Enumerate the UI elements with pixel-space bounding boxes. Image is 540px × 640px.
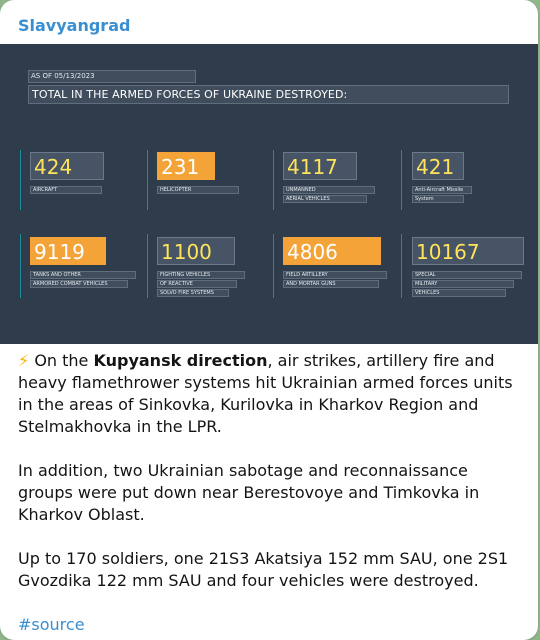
stat-label: HELICOPTER: [157, 186, 239, 194]
stat-label: UNMANNED: [283, 186, 375, 194]
as-of-date: AS OF 05/13/2023: [28, 70, 196, 83]
stat-label: FIELD ARTILLERY: [283, 271, 387, 279]
tile-accent-line: [20, 234, 21, 298]
infographic-image[interactable]: [0, 44, 538, 344]
paragraph-kupyansk: ⚡ On the Kupyansk direction, air strikes, artillery fire and heavy flamethrower systems hit Ukrainian armed forces units in the areas of Sinkovka, Kurilovka in Kharkov Region and Stelmakhovka in the LPR.: [18, 351, 513, 436]
stat-label: TANKS AND OTHER: [30, 271, 136, 279]
tile-accent-line: [401, 234, 402, 298]
stat-value: 421: [412, 152, 464, 180]
stat-value: 4117: [283, 152, 357, 180]
stat-value: 1100: [157, 237, 235, 265]
stat-label: Anti-Aircraft Missile: [412, 186, 472, 194]
channel-name[interactable]: Slavyangrad: [18, 16, 131, 35]
stat-label: SPECIAL: [412, 271, 522, 279]
stat-label: AND MORTAR GUNS: [283, 280, 379, 288]
stat-value: 4806: [283, 237, 381, 265]
stat-label: AIRCRAFT: [30, 186, 102, 194]
stat-label: AERIAL VEHICLES: [283, 195, 367, 203]
lightning-icon: ⚡: [18, 351, 30, 370]
message-text: [18, 350, 524, 636]
stat-value: 231: [157, 152, 215, 180]
stat-label: VEHICLES: [412, 289, 506, 297]
stat-label: MILITARY: [412, 280, 514, 288]
source-hashtag[interactable]: #source: [18, 615, 85, 634]
stat-label: SOLVO FIRE SYSTEMS: [157, 289, 229, 297]
stat-label: OF REACTIVE: [157, 280, 237, 288]
stat-label: System: [412, 195, 464, 203]
paragraph-losses: Up to 170 soldiers, one 21S3 Akatsiya 152 mm SAU, one 2S1 Gvozdika 122 mm SAU and four vehicles were destroyed.: [18, 549, 509, 590]
direction-name: Kupyansk direction: [93, 351, 268, 370]
stat-value: 10167: [412, 237, 524, 265]
tile-accent-line: [20, 150, 21, 210]
stat-value: 9119: [30, 237, 106, 265]
tile-accent-line: [273, 150, 274, 210]
paragraph-sabotage: In addition, two Ukrainian sabotage and reconnaissance groups were put down near Berestovoye and Timkovka in Kharkov Oblast.: [18, 461, 480, 524]
stat-label: FIGHTING VEHICLES: [157, 271, 245, 279]
tile-accent-line: [401, 150, 402, 210]
stat-value: 424: [30, 152, 104, 180]
infographic-headline: TOTAL IN THE ARMED FORCES OF UKRAINE DESTROYED:: [28, 85, 509, 104]
stat-label: ARMORED COMBAT VEHICLES: [30, 280, 128, 288]
tile-accent-line: [147, 234, 148, 298]
tile-accent-line: [147, 150, 148, 210]
tile-accent-line: [273, 234, 274, 298]
